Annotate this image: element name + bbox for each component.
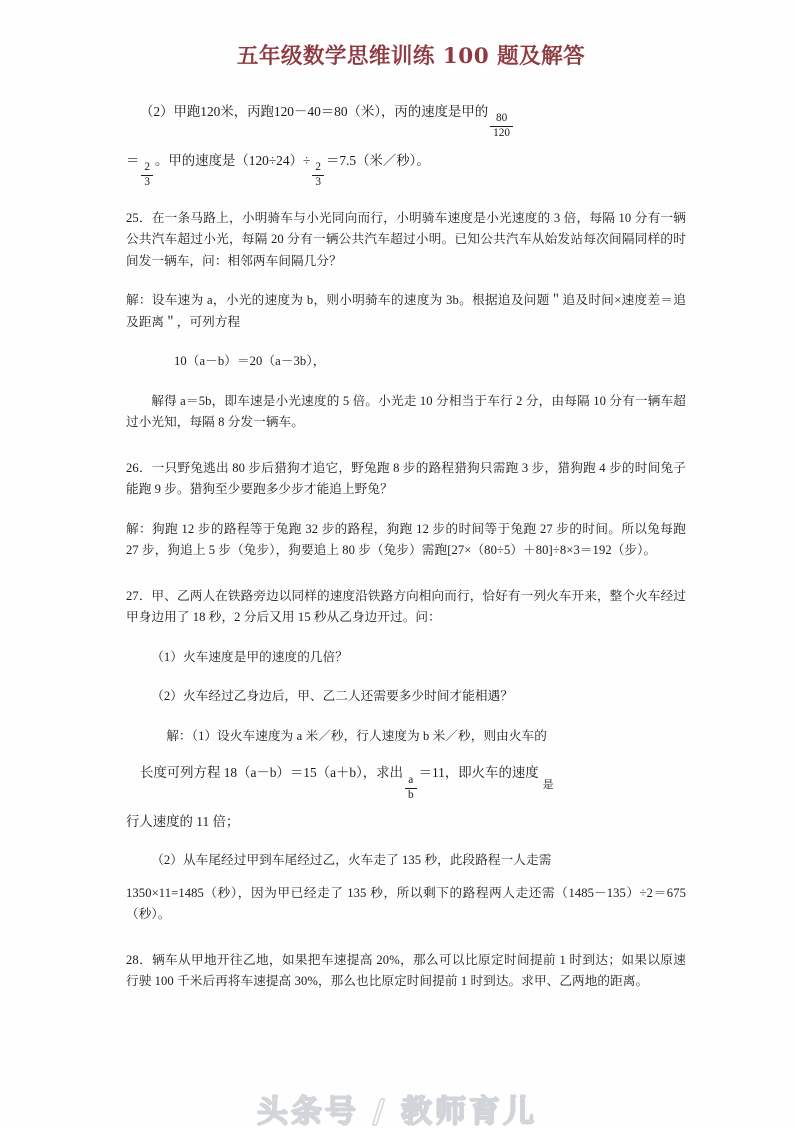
problem-27-answer-2-line-2: 1350×11=1485（秒），因为甲已经走了 135 秒，所以剩下的路程两人走还需（1485－135）÷2＝675（秒）。 [126,885,686,922]
fraction-numerator: a [408,773,414,786]
spacer [126,195,686,208]
carryover-line-2 [126,146,686,189]
problem-27-answer-2-line-1: （2）从车尾经过甲到车尾经过乙，火车走了 135 秒，此段路程一人走需 [151,853,552,868]
fraction-80-over-120 [490,113,513,140]
problem-27-statement: 27．甲、乙两人在铁路旁边以同样的速度沿铁路方向相向而行，恰好有一列火车开来，整个火车经过甲身边用了 18 秒，2 分后又用 15 秒从乙身边开过。问： [126,588,686,625]
fraction-2-over-3-b [312,162,324,189]
carryover-line-1 [126,97,686,140]
carryover-line-2-post: ＝7.5（米／秒）。 [325,152,430,168]
spacer [126,640,686,647]
problem-27-solution-intro: 解：（1）设火车速度为 a 米／秒，行人速度为 b 米／秒，则由火车的 [166,728,547,743]
page-title: 五年级数学思维训练 100 题及解答 [236,44,586,69]
problem-26-statement: 26．一只野兔逃出 80 步后猎狗才追它，野兔跑 8 步的路程猎狗只需跑 3 步，猎狗跑 4 步的时间兔子能跑 9 步。猎狗至少要跑多少步才能追上野兔？ [126,460,686,497]
problem-25-statement: 25．在一条马路上，小明骑车与小光同向而行，小明骑车速度是小光速度的 3 倍，每隔 10 分有一辆公共汽车超过小光，每隔 20 分有一辆公共汽车超过小明。已知公共汽车从始发站每次间隔同样的时间发一辆车，问：相邻两车间隔几分？ [126,210,686,268]
carryover-equals: ＝ [126,152,140,168]
fraction-denominator: 120 [490,126,513,140]
fraction-numerator: 2 [315,161,321,174]
problem-28 [126,950,686,993]
spacer [126,573,686,586]
spacer [126,679,686,686]
problem-25 [126,208,686,434]
document-content [126,44,686,1004]
fraction-a-over-b [405,775,417,802]
problem-27-equation-pre: 长度可列方程 18（a－b）＝15（a＋b），求出 [140,765,403,781]
fraction-denominator: b [405,788,417,802]
problem-25-equation: 10（a－b）＝20（a－3b）， [174,354,326,369]
carryover-solution [126,97,686,189]
problem-28-statement: 28．辆车从甲地开往乙地，如果把车速提高 20%，那么可以比原定时间提前 1 时到达；如果以原速行驶 100 千米后再将车速提高 30%，那么也比原定时间提前 1 时到达。求甲、乙两地的距离。 [126,952,686,989]
problem-25-solution-intro: 解：设车速为 a，小光的速度为 b，则小明骑车的速度为 3b。根据追及问题＂追及时间×速度差＝追及距离＂，可列方程 [126,293,686,329]
carryover-line-1-text: （2）甲跑120米，丙跑120－40＝80（米），丙的速度是甲的 [140,103,489,119]
problem-27-stray-character: 是 [542,779,554,792]
spacer [126,344,686,351]
problem-27-subquestion-2: （2）火车经过乙身边后，甲、乙二人还需要多少时间才能相遇？ [151,689,514,704]
spacer [126,937,686,950]
problem-27-equation-next-line: 行人速度的 11 倍； [126,814,240,830]
problem-26-solution: 解：狗跑 12 步的路程等于兔跑 32 步的路程，狗跑 12 步的时间等于兔跑 27 步的时间。所以兔每跑 27 步，狗追上 5 步（兔步），狗要追上 80 步（兔步）需跑[27×（80÷5）＋80]÷8×3＝192（步）。 [126,521,686,558]
spacer [126,512,686,519]
spacer [126,843,686,850]
problem-27 [126,586,686,926]
problem-27-subquestion-1: （1）火车速度是甲的速度的几倍？ [151,649,348,664]
problem-25-solution-tail: 解得 a＝5b，即车速是小光速度的 5 倍。小光走 10 分相当于车行 2 分，由每隔 10 分有一辆车超过小光知，每隔 8 分发一辆车。 [126,393,686,430]
spacer [126,283,686,290]
spacer [126,719,686,726]
spacer [126,384,686,391]
watermark-text: 头条号 / 教师育儿 [257,1094,537,1130]
fraction-denominator: 3 [141,175,153,189]
problem-26 [126,458,686,562]
carryover-line-2-mid: 。甲的速度是（120÷24）÷ [155,152,311,168]
watermark [0,1086,794,1131]
fraction-denominator: 3 [312,175,324,189]
fraction-2-over-3-a [141,162,153,189]
spacer [126,445,686,458]
fraction-numerator: 2 [144,161,151,174]
problem-27-equation-line [126,758,686,801]
problem-27-equation-post: ＝11，即火车的速度 [418,765,539,781]
fraction-numerator: 80 [495,112,508,125]
